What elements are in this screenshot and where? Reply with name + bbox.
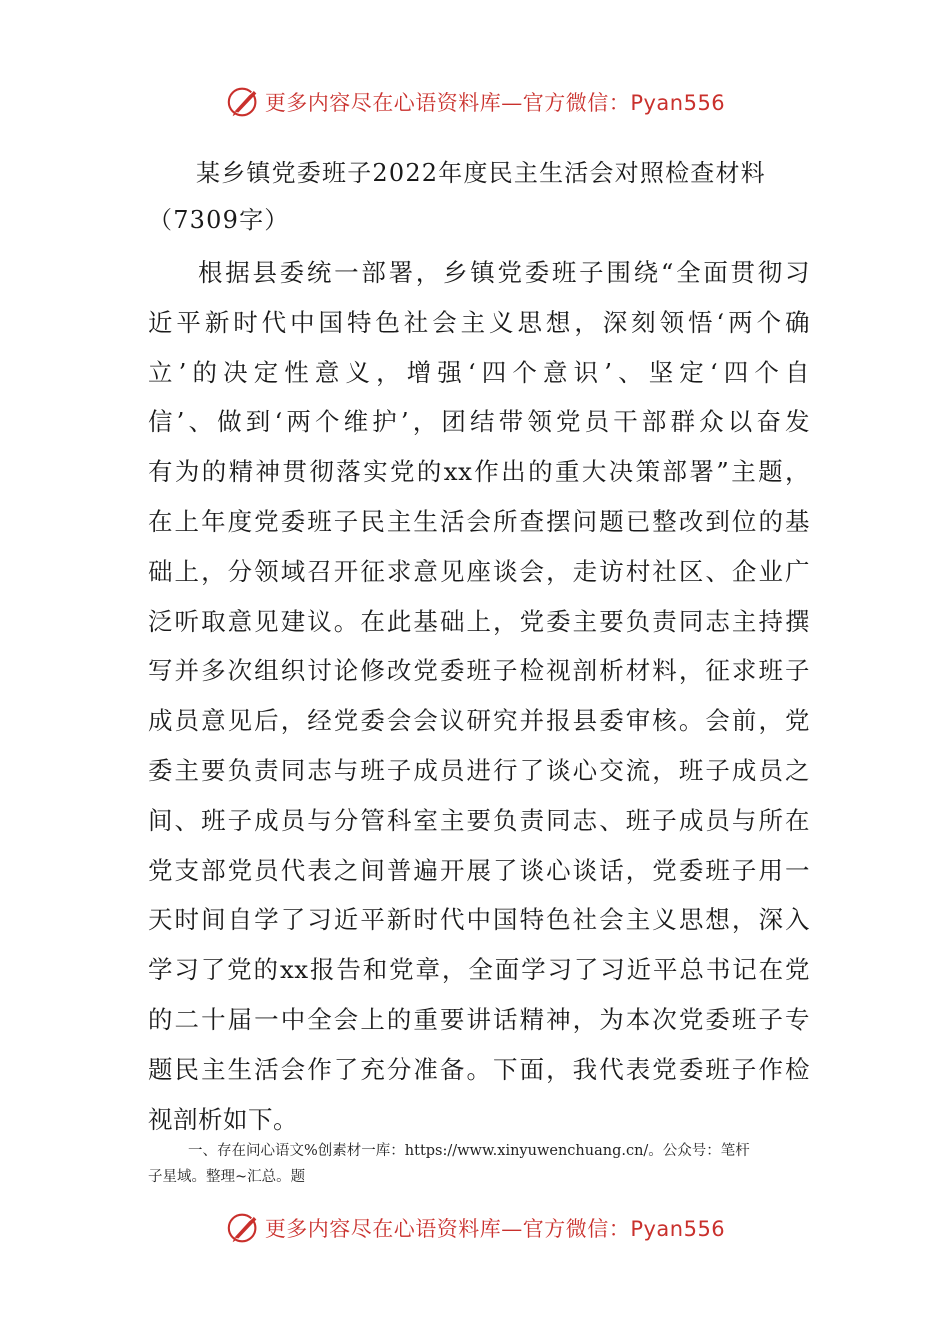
footer-banner (0, 1208, 950, 1248)
document-body (148, 248, 810, 1144)
banner-label: 更多内容尽在心语资料库—官方微信： (264, 1217, 631, 1241)
footnote-line-1: 一、存在问心语文%创素材一库：https://www.xinyuwenchuang.cn/。公众号：笔杆 (188, 1143, 750, 1159)
body-line: 信’、做到‘两个维护’，团结带领党员干部群众以奋发 (148, 407, 810, 437)
body-line: 有为的精神贯彻落实党的xx作出的重大决策部署”主题， (148, 457, 810, 487)
body-line: 天时间自学了习近平新时代中国特色社会主义思想，深入 (148, 905, 810, 935)
banner-text (265, 87, 725, 117)
body-line: 础上，分领域召开征求意见座谈会，走访村社区、企业广 (148, 556, 810, 586)
footnote-line-2: 子星域。整理~汇总。题 (148, 1169, 306, 1185)
body-line: 成员意见后，经党委会会议研究并报县委审核。会前，党 (148, 706, 810, 736)
banner-text (265, 1213, 725, 1243)
title-line-1: 某乡镇党委班子2022年度民主生活会对照检查材料 (196, 159, 766, 187)
body-line: 立’的决定性意义，增强‘四个意识’、坚定‘四个自 (148, 357, 810, 387)
quill-pen-circle-icon (225, 1209, 263, 1247)
document-title (148, 150, 808, 244)
header-banner (0, 82, 950, 122)
title-line-2: （7309字） (148, 206, 290, 234)
footnote (148, 1138, 808, 1190)
body-line: 党支部党员代表之间普遍开展了谈心谈话，党委班子用一 (148, 855, 810, 885)
body-line: 根据县委统一部署，乡镇党委班子围绕“全面贯彻习 (198, 258, 810, 287)
body-line: 写并多次组织讨论修改党委班子检视剖析材料，征求班子 (148, 656, 810, 686)
quill-pen-circle-icon (225, 83, 263, 121)
body-line: 近平新时代中国特色社会主义思想，深刻领悟‘两个确 (148, 307, 810, 337)
body-line: 在上年度党委班子民主生活会所查摆问题已整改到位的基 (148, 506, 810, 536)
body-line: 视剖析如下。 (148, 1104, 298, 1134)
banner-wechat-id: Pyan556 (630, 1217, 726, 1241)
body-line: 学习了党的xx报告和党章，全面学习了习近平总书记在党 (148, 955, 810, 985)
body-line: 委主要负责同志与班子成员进行了谈心交流，班子成员之 (148, 755, 810, 785)
body-line: 题民主生活会作了充分准备。下面，我代表党委班子作检 (148, 1054, 810, 1084)
body-line: 泛听取意见建议。在此基础上，党委主要负责同志主持撰 (148, 606, 810, 636)
banner-wechat-id: Pyan556 (630, 91, 726, 115)
banner-label: 更多内容尽在心语资料库—官方微信： (264, 91, 631, 115)
body-line: 间、班子成员与分管科室主要负责同志、班子成员与所在 (148, 805, 810, 835)
body-line: 的二十届一中全会上的重要讲话精神，为本次党委班子专 (148, 1004, 810, 1034)
